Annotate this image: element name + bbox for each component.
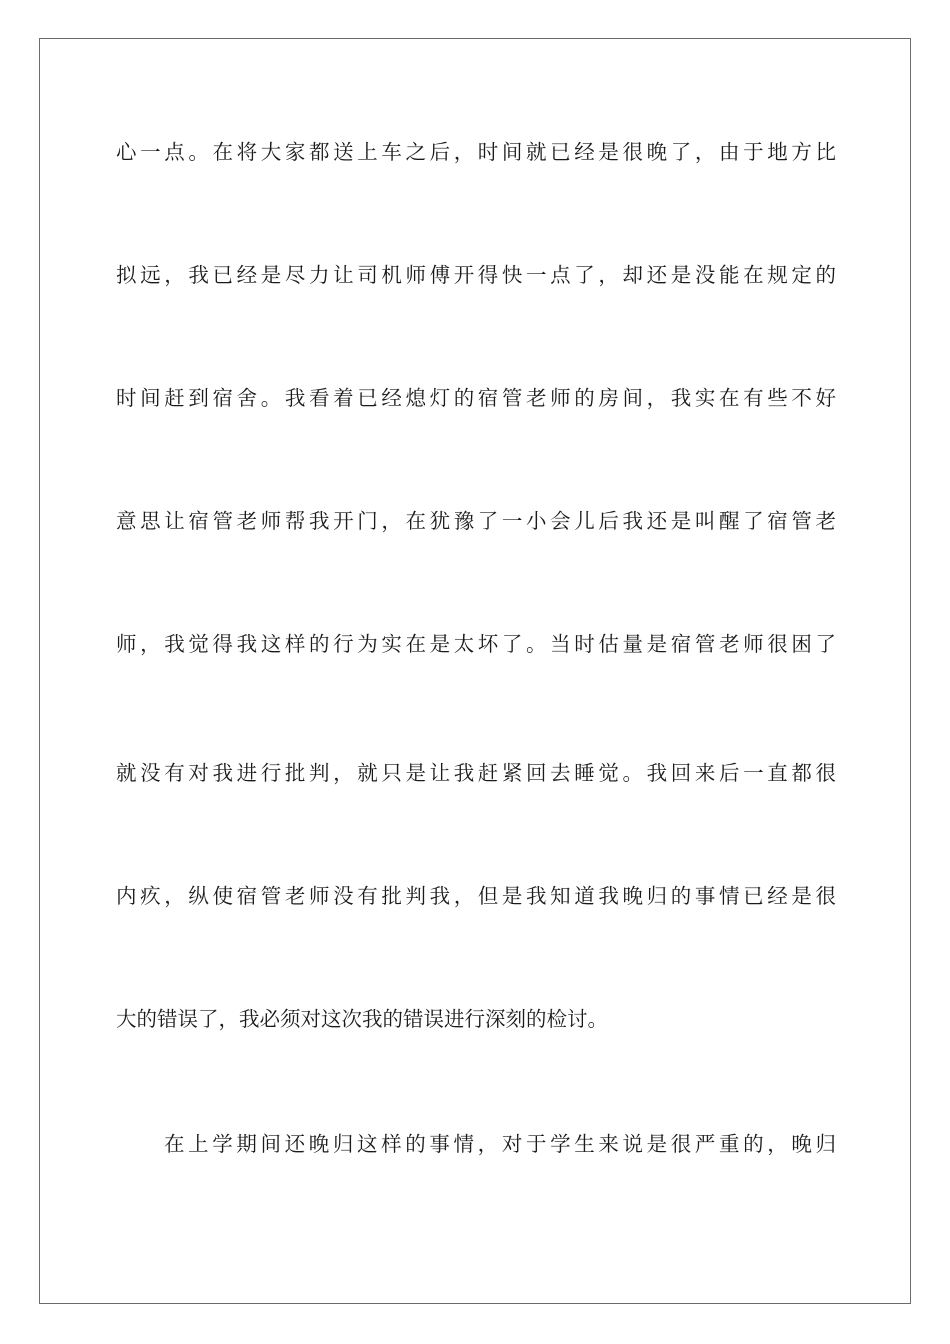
paragraph-line-4: 意思让宿管老师帮我开门，在犹豫了一小会儿后我还是叫醒了宿管老 [116,509,836,533]
paragraph-line-1: 心一点。在将大家都送上车之后，时间就已经是很晚了，由于地方比 [116,140,836,164]
page-border [39,38,911,1304]
paragraph-line-6: 就没有对我进行批判，就只是让我赶紧回去睡觉。我回来后一直都很 [116,761,836,785]
paragraph-line-2: 拟远，我已经是尽力让司机师傅开得快一点了，却还是没能在规定的 [116,263,836,287]
paragraph-line-5: 师，我觉得我这样的行为实在是太坏了。当时估量是宿管老师很困了 [116,632,836,656]
paragraph-line-9: 在上学期间还晚归这样的事情，对于学生来说是很严重的，晚归 [164,1132,836,1156]
paragraph-line-3: 时间赶到宿舍。我看着已经熄灯的宿管老师的房间，我实在有些不好 [116,386,836,410]
paragraph-line-7: 内疚，纵使宿管老师没有批判我，但是我知道我晚归的事情已经是很 [116,884,836,908]
paragraph-line-8: 大的错误了，我必须对这次我的错误进行深刻的检讨。 [116,1007,608,1031]
